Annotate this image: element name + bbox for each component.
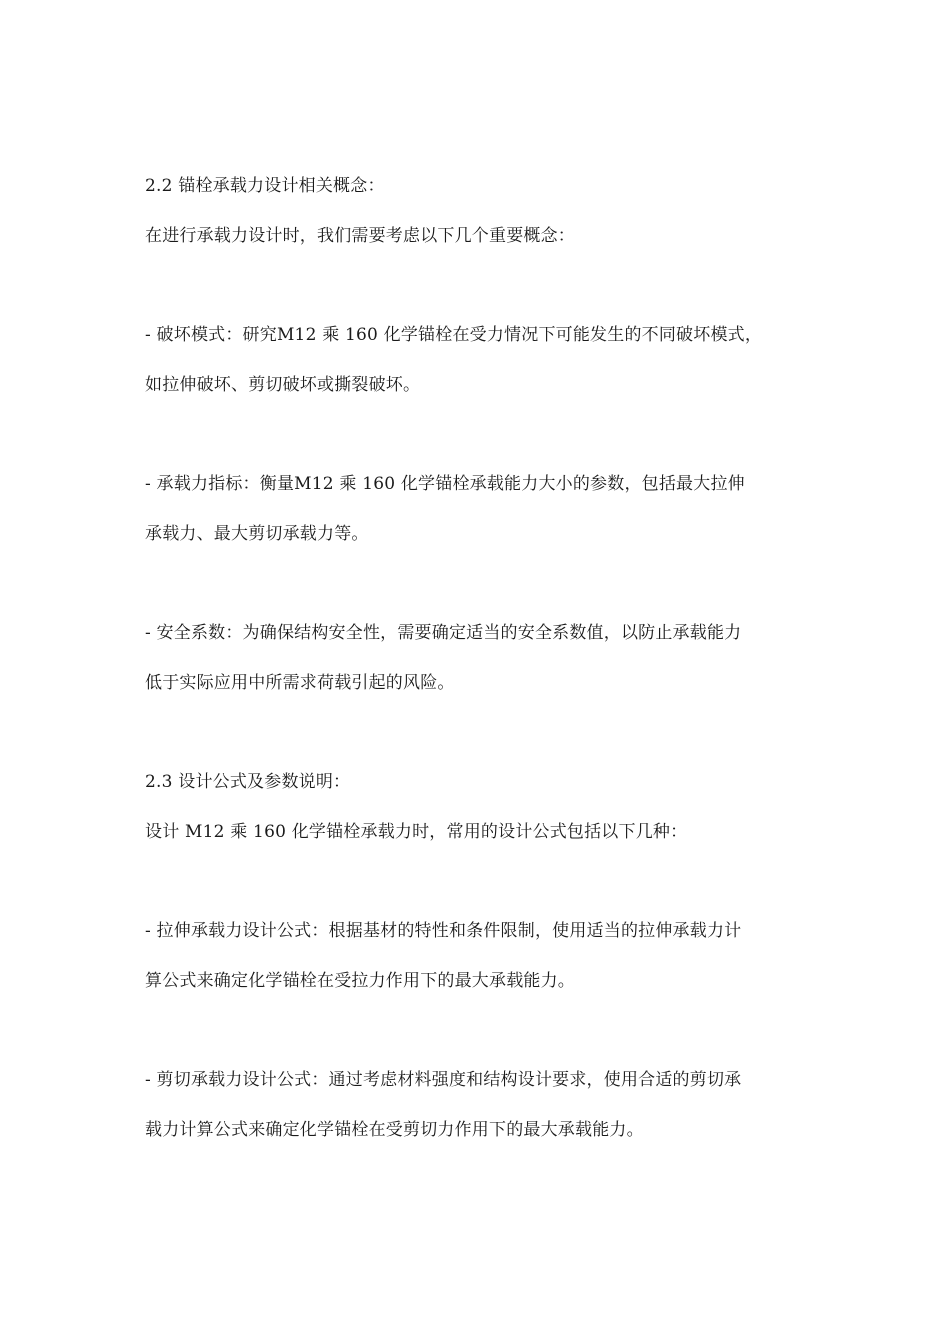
section-2-2-intro: 在进行承载力设计时，我们需要考虑以下几个重要概念： xyxy=(145,226,575,246)
section-2-3-heading: 2.3 设计公式及参数说明： xyxy=(145,772,351,792)
section-2-3-intro: 设计 M12 乘 160 化学锚栓承载力时，常用的设计公式包括以下几种： xyxy=(145,822,688,842)
safety-factor-line-2: 低于实际应用中所需求荷载引起的风险。 xyxy=(145,673,455,693)
tensile-formula-line-1: - 拉伸承载力设计公式：根据基材的特性和条件限制，使用适当的拉伸承载力计 xyxy=(145,921,742,941)
tensile-formula-line-2: 算公式来确定化学锚栓在受拉力作用下的最大承载能力。 xyxy=(145,971,575,991)
safety-factor-line-1: - 安全系数：为确保结构安全性，需要确定适当的安全系数值，以防止承载能力 xyxy=(145,623,742,643)
failure-mode-line-2: 如拉伸破坏、剪切破坏或撕裂破坏。 xyxy=(145,375,421,395)
capacity-index-line-1: - 承载力指标：衡量M12 乘 160 化学锚栓承载能力大小的参数，包括最大拉伸 xyxy=(145,474,745,494)
shear-formula-line-2: 载力计算公式来确定化学锚栓在受剪切力作用下的最大承载能力。 xyxy=(145,1120,644,1140)
section-2-2-heading: 2.2 锚栓承载力设计相关概念： xyxy=(145,176,385,196)
capacity-index-line-2: 承载力、最大剪切承载力等。 xyxy=(145,524,369,544)
failure-mode-line-1: - 破坏模式：研究M12 乘 160 化学锚栓在受力情况下可能发生的不同破坏模式， xyxy=(145,325,763,345)
shear-formula-line-1: - 剪切承载力设计公式：通过考虑材料强度和结构设计要求，使用合适的剪切承 xyxy=(145,1070,742,1090)
